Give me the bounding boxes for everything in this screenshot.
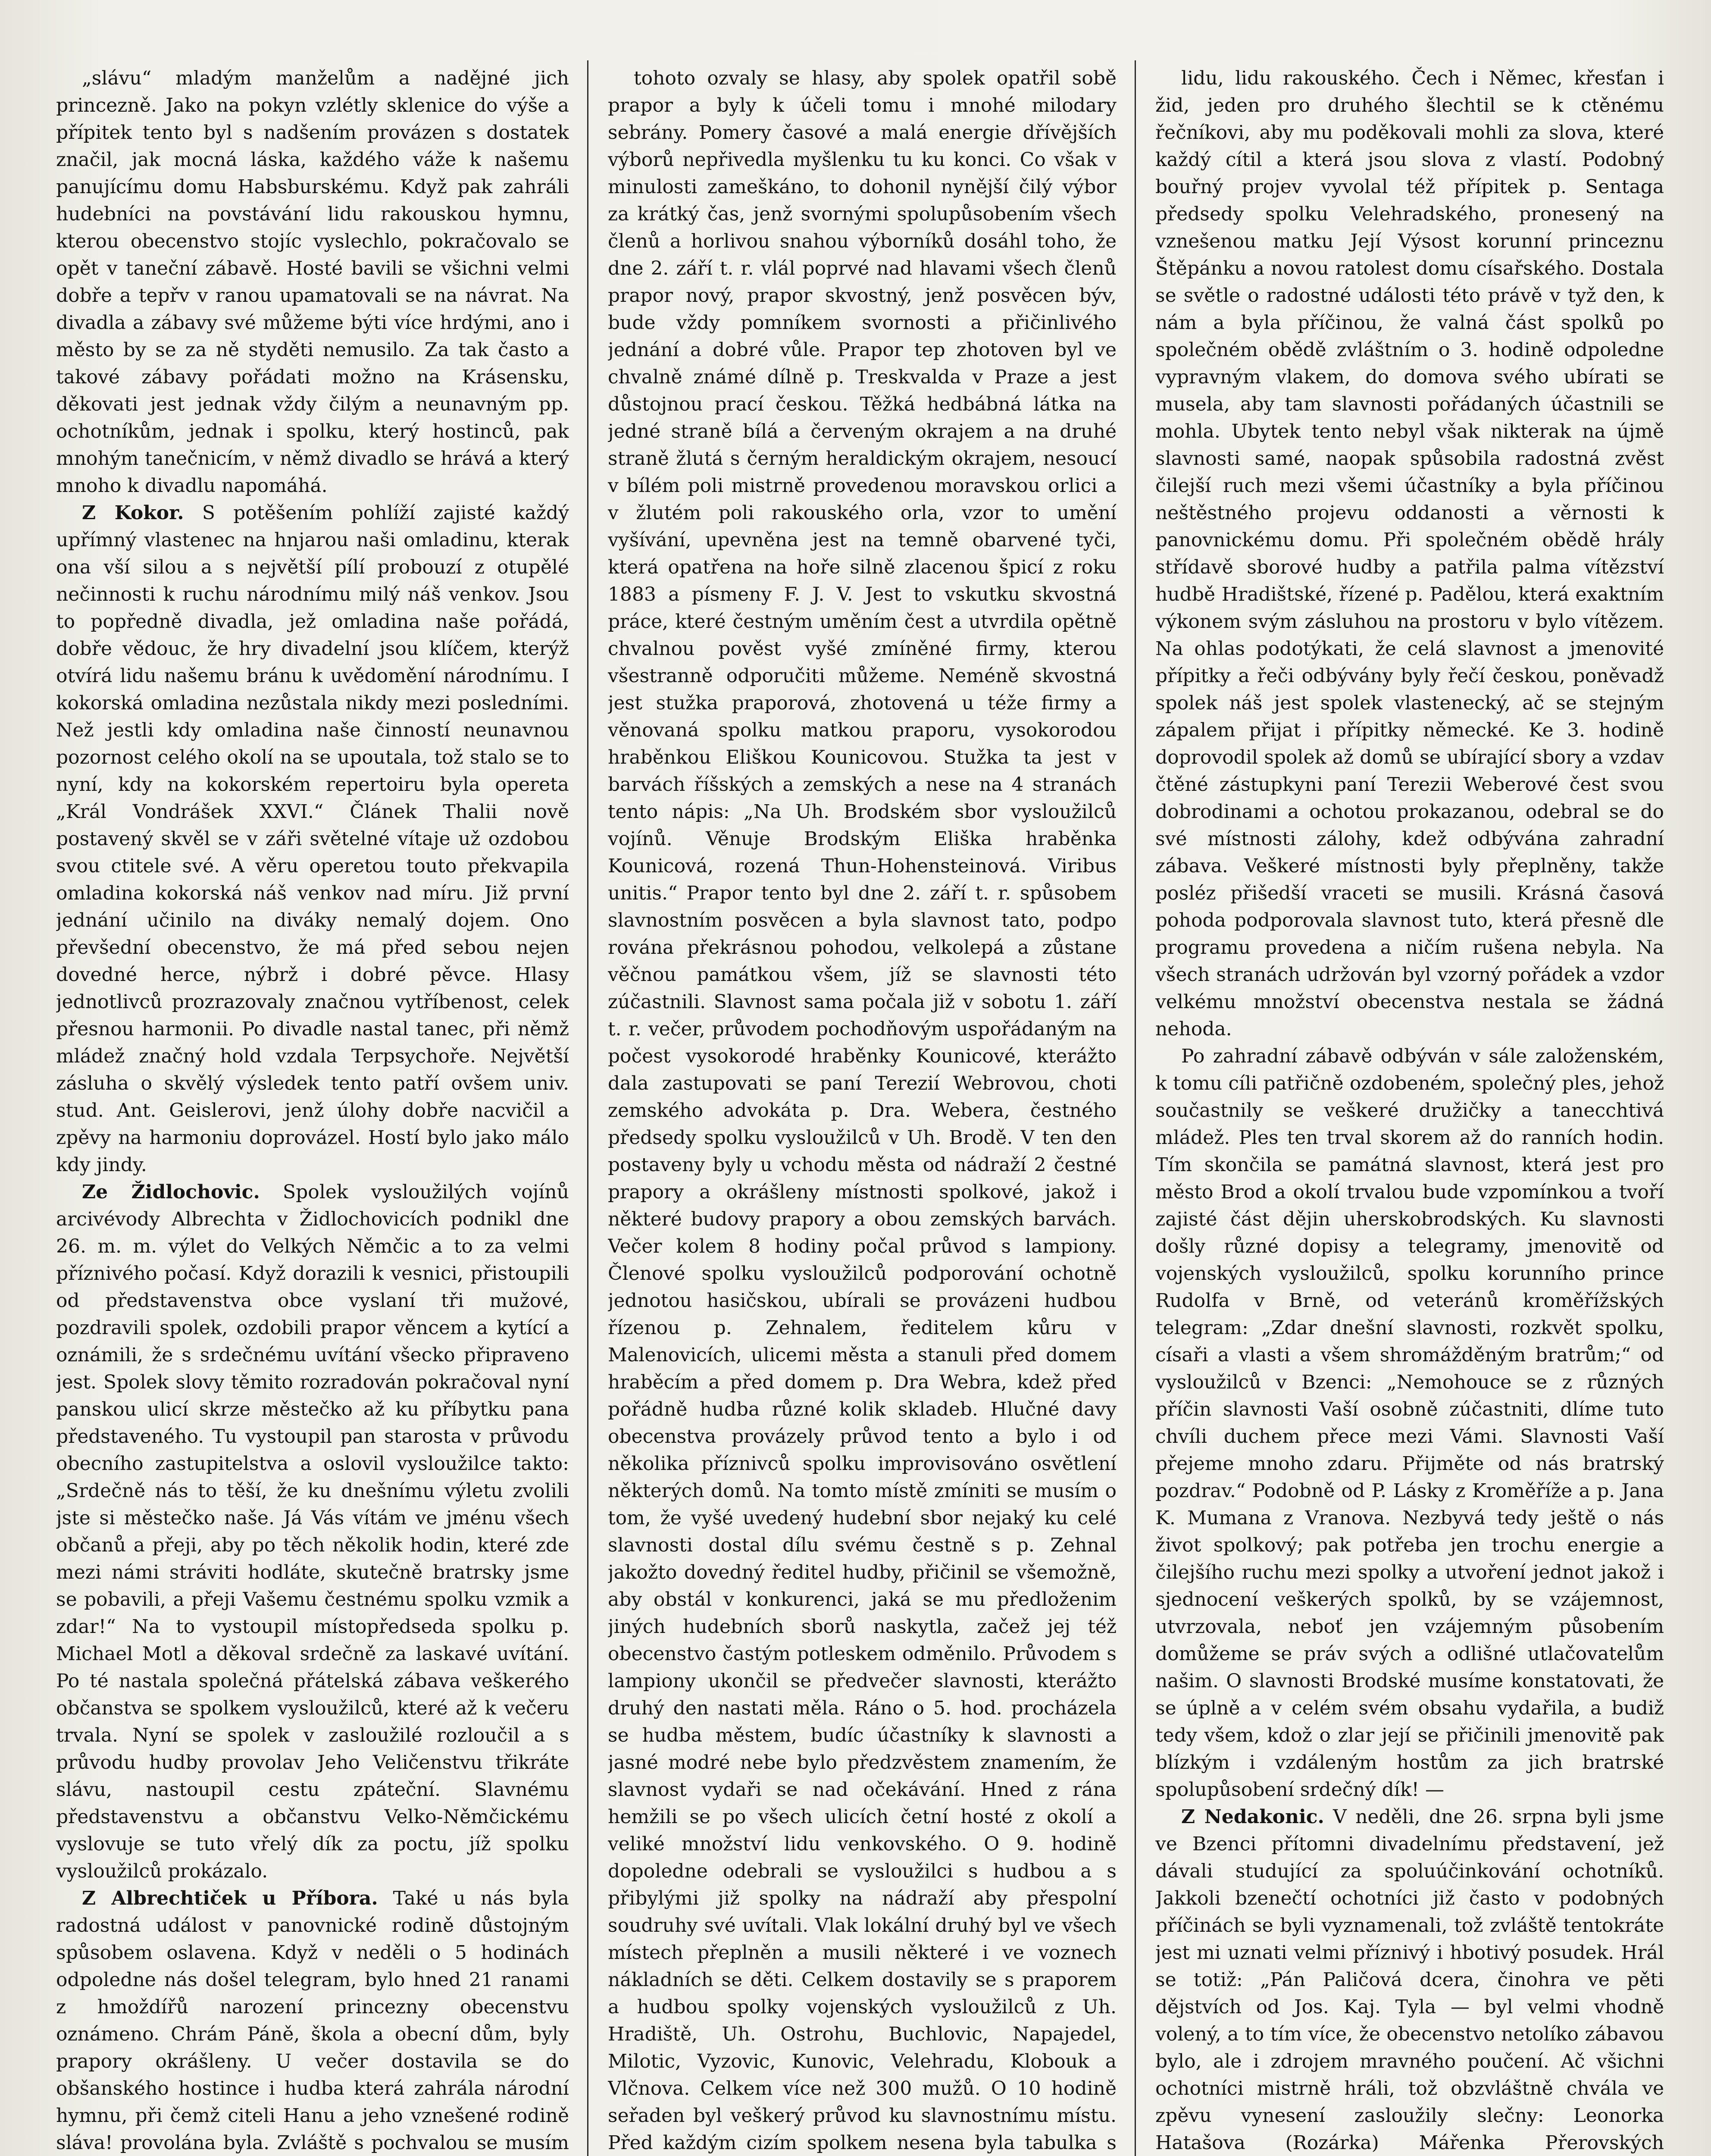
- dateline-heading: Z Kokor.: [82, 502, 184, 524]
- article-text: Také u nás byla radostná událost v panovnické rodině důstojným spůsobem oslavena. Když v neděli o 5 hodinách odpoledne nás došel telegram, bylo hned 21 ranami z hmoždířů narození princezny obecenstvu oznámeno. Chrám Páně, škola a obecní dům, byly prapory okrášleny. U večer dostavila se do obšanského hostince i hudba která zahrála národní hymnu, při čemž citeli Hanu a jeho vznešené rodině sláva! provolána byla. Zvláště s pochvalou se musím: [56, 1887, 569, 2154]
- article-paragraph: [56, 65, 569, 499]
- article-text: V neděli, dne 26. srpna byli jsme ve Bzenci přítomni divadelnímu představení, jež dávali studující za spoluúčinkování ochotníků. Jakkoli bzenečtí ochotníci již často v podobných příčinách se byli vyznamenali, tož zvláště tentokráte jest mi uznati velmi příznivý i hbotivý posudek. Hrál se totiž: „Pán Paličová dcera, činohra ve pěti dějstvích od Jos. Kaj. Tyla — byl velmi vhodně volený, a to tím více, že obecenstvo netolíko zábavou bylo, ale i zdrojem mravného poučení. Ač všichni ochotníci mistrně hráli, tož obzvláštně chvála ve zpěvu vynesení zasloužily slečny: Leonorka Hatašova (Rozárka) Mářenka Přerovských: [1155, 1806, 1664, 2154]
- dateline-heading: Z Nedakonic.: [1181, 1806, 1324, 1828]
- dateline-heading: Ze Židlochovic.: [82, 1181, 260, 1203]
- column-right: [1155, 65, 1664, 2156]
- article-paragraph: [1155, 1803, 1664, 2156]
- article-text: S potěšením pohlíží zajisté každý upřímný vlastenec na hnjarou naši omladinu, kterak ona vší silou a s největší pílí probouzí z otupělé nečinnosti k ruchu národnímu milý náš venkov. Jsou to popředně divadla, jež omladina naše pořádá, dobře vědouc, že hry divadelní jsou klíčem, kterýž otvírá lidu našemu bránu k uvědomění národnímu. I kokorská omladina nezůstala nikdy mezi posledními. Než jestli kdy omladina naše činností neunavnou pozornost celého okolí na se upoutala, tož stalo se to nyní, kdy na kokorském repertoiru byla opereta „Král Vondrášek XXVI.“ Článek Thalii nově postavený skvěl se v záři světelné vítaje už ozdobou svou ctitele své. A věru operetou touto překvapila omladina kokorská náš venkov nad míru. Již první jednání učinilo na diváky nemalý dojem. Ono převšední obecenstvo, že má před sebou nejen dovedné herce, nýbrž i dobré pěvce. Hlasy jednotlivců prozrazovaly značnou vytříbenost, celek přesnou harmonii. Po divadle nastal tanec, při němž mládež značný hold vzdala Terpsychoře. Největší zásluha o skvělý výsledek tento patří ovšem univ. stud. Ant. Geislerovi, jenž úlohy dobře nacvičil a zpěvy na harmoniu doprovázel. Hostí bylo jako málo kdy jindy.: [56, 502, 569, 1176]
- article-text: lidu, lidu rakouského. Čech i Němec, křesťan i žid, jeden pro druhého šlechtil se k ctěnému řečníkovi, aby mu poděkovali mohli za slova, které každý cítil a která jsou slova z vlastí. Podobný bouřný projev vyvolal též přípitek p. Sentaga předsedy spolku Velehradského, pronesený na vznešenou matku Její Výsost korunní princeznu Štěpánku a novou ratolest domu císařského. Dostala se světle o radostné události této právě v tyž den, k nám a byla příčinou, že valná část spolků po společném obědě zvláštním o 3. hodině odpoledne vypravným vlakem, do domova svého ubírati se musela, aby tam slavnosti pořádaných účastnili se mohla. Ubytek tento nebyl však nikterak na újmě slavnosti samé, naopak spůsobila radostná zvěst čilejší ruch mezi všemi účastníky a byla příčinou neštěstného projevu oddanosti a věrnosti k panovnickému domu. Při společném obědě hrály střídavě sborové hudby a patřila palma vítězství hudbě Hradištské, řízené p. Padělou, která exaktním výkonem svým zásluhou na prostoru v bylo vítězem. Na ohlas podotýkati, že celá slavnost a jmenovité přípitky a řeči odbývány byly řečí českou, poněvadž spolek náš jest spolek vlastenecký, ač se stejným zápalem přijat i přípitky německé. Ke 3. hodině doprovodil spolek až domů se ubírající sbory a vzdav čtěné zástupkyni paní Terezii Weberové čest svou dobrodinami a ochotou prokazanou, odebral se do své místnosti zálohy, kdež odbývána zahradní zábava. Veškeré místnosti byly přeplněny, takže posléz přišedší vraceti se musili. Krásná časová pohoda podporovala slavnost tuto, která přesně dle programu provedena a ničím rušena nebyla. Na všech stranách udržován byl vzorný pořádek a vzdor velkému množství obecenstva nestala se žádná nehoda.: [1155, 67, 1664, 1040]
- article-paragraph: [1155, 65, 1664, 1043]
- article-paragraph: [56, 499, 569, 1178]
- article-paragraph: [608, 65, 1117, 2156]
- column-left: [56, 65, 569, 2156]
- article-text: tohoto ozvaly se hlasy, aby spolek opatřil sobě prapor a byly k účeli tomu i mnohé milodary sebrány. Pomery časové a malá energie dřívějších výborů nepřivedla myšlenku tu ku konci. Co však v minulosti zameškáno, to dohonil nynější čilý výbor za krátký čas, jenž svornými spolupůsobením všech členů a horlivou snahou výborníků dosáhl toho, že dne 2. září t. r. vlál poprvé nad hlavami všech členů prapor nový, prapor skvostný, jenž posvěcen býv, bude vždy pomníkem svornosti a přičinlivého jednání a dobré vůle. Prapor tep zhotoven byl ve chvalně známé dílně p. Treskvalda v Praze a jest důstojnou prací českou. Těžká hedbábná látka na jedné straně bílá a červeným okrajem a na druhé straně žlutá s černým heraldickým okrajem, nesoucí v bílém poli mistrně provedenou moravskou orlici a v žlutém poli rakouského orla, vzor to umění vyšívání, upevněna jest na temně obarvené tyči, která opatřena na hoře silně zlacenou špicí z roku 1883 a písmeny F. J. V. Jest to vskutku skvostná práce, které čestným uměním čest a utvrdila opětně chvalnou pověst vyšé zmíněné firmy, kterou všestranně odporučiti můžeme. Neméně skvostná jest stužka praporová, zhotovená u téže firmy a věnovaná spolku matkou praporu, vysokorodou hraběnkou Eliškou Kounicovou. Stužka ta jest v barvách říšských a zemských a nese na 4 stranách tento nápis: „Na Uh. Brodském sbor vysloužilců vojínů. Věnuje Brodským Eliška hraběnka Kounicová, rozená Thun-Hohensteinová. Viribus unitis.“ Prapor tento byl dne 2. září t. r. spůsobem slavnostním posvěcen a byla slavnost tato, podpo rována překrásnou pohodou, velkolepá a zůstane věčnou památkou všem, jíž se slavnosti této zúčastnili. Slavnost sama počala již v sobotu 1. září t. r. večer, průvodem pochodňovým uspořádaným na počest vysokorodé hraběnky Kounicové, kterážto dala zastupovati se paní Terezií Webrovou, choti zemského advokáta p. Dra. Webera, čestného předsedy spolku vysloužilců v Uh. Brodě. V ten den postaveny byly u vchodu města od nádraží 2 čestné prapory a okrášleny místnosti spolkové, jakož i některé budovy prapory a obou zemských barvách. Večer kolem 8 hodiny počal průvod s lampiony. Členové spolku vysloužilců podporování ochotně jednotou hasičskou, ubírali se provázeni hudbou řízenou p. Zehnalem, ředitelem kůru v Malenovicích, ulicemi města a stanuli před domem hraběcím a před domem p. Dra Webra, kdež před pořádně hudba různé kolik skladeb. Hlučné davy obecenstva provázely průvod tento a bylo i od několika příznivců spolku improvisováno osvětlení některých domů. Na tomto místě zmíniti se musím o tom, že vyšé uvedený hudební sbor nejaký ku celé slavnosti dostal dílu svému čestně s p. Zehnal jakožto dovedný ředitel hudby, přičinil se všemožně, aby obstál v konkurenci, jaká se mu předloženim jiných hudebních sborů naskytla, začež jej též obecenstvo častým potleskem odměnilo. Průvodem s lampiony ukončil se předvečer slavnosti, kterážto druhý den nastati měla. Ráno o 5. hod. procházela se hudba městem, budíc účastníky k slavnosti a jasné modré nebe bylo předzvěstem znamením, že slavnost vydaři se nad očekávání. Hned z rána hemžili se po všech ulicích četní hosté z okolí a veliké množství lidu venkovského. O 9. hodině dopoledne odebrali se vysloužilci s hudbou a s přibylými již spolky na nádraží aby přespolní soudruhy své uvítali. Vlak lokální druhý byl ve všech místech přeplněn a musili některé i ve voznech nákladních se děti. Celkem dostavily se s praporem a hudbou spolky vojenských vysloužilců z Uh. Hradiště, Uh. Ostrohu, Buchlovic, Napajedel, Milotic, Vyzovic, Kunovic, Velehradu, Klobouk a Vlčnova. Celkem více než 300 mužů. O 10 hodině seřaden byl veškerý průvod ku slavnostnímu místu. Před každým cizím spolkem nesena byla tabulka s: [608, 67, 1117, 2154]
- article-text: „slávu“ mladým manželům a nadějné jich princezně. Jako na pokyn vzlétly sklenice do výše a přípitek tento byl s nadšením provázen s dostatek značil, jak mocná láska, každého váže k našemu panujícímu domu Habsburskému. Když pak zahráli hudebníci na povstávání lidu rakouskou hymnu, kterou obecenstvo stojíc vyslechlo, pokračovalo se opět v taneční zábavě. Hosté bavili se všichni velmi dobře a tepřv v ranou upamatovali se na návrat. Na divadla a zábavy své můžeme býti více hrdými, ano i město by se za ně styděti nemusilo. Za tak často a takové zábavy pořádati možno na Krásensku, děkovati jest jednak vždy čilým a neunavným pp. ochotníkům, jednak i spolku, který hostinců, pak mnohým tanečnicím, v němž divadlo se hrává a který mnoho k divadlu napomáhá.: [56, 67, 569, 497]
- article-paragraph: [56, 1178, 569, 1885]
- column-middle: [608, 65, 1117, 2156]
- article-text: Spolek vysloužilých vojínů arcivévody Albrechta v Židlochovicích podnikl dne 26. m. m. výlet do Velkých Němčic a to za velmi příznivého počasí. Když dorazili k vesnici, přistoupili od představenstva obce vyslaní tři mužové, pozdravili spolek, ozdobili prapor věncem a kytící a oznámili, že s srdečnému uvítání všecko připraveno jest. Spolek slovy těmito rozradován pokračoval nyní panskou ulicí skrze městečko až ku příbytku pana představeného. Tu vystoupil pan starosta v průvodu obecního zastupitelstva a oslovil vysloužilce takto: „Srdečně nás to těší, že ku dnešnímu výletu zvolili jste si městečko naše. Já Vás vítám ve jménu všech občanů a přeji, aby po těch několik hodin, které zde mezi námi stráviti hodláte, skutečně bratrsky jsme se pobavili, a přeji Vašemu čestnému spolku vzmik a zdar!“ Na to vystoupil místopředseda spolku p. Michael Motl a děkoval srdečně za laskavé uvítání. Po té nastala společná přátelská zábava veškerého občanstva se spolkem vysloužilců, které až k večeru trvala. Nyní se spolek v zasloužilé rozloučil a s průvodu hudby provolav Jeho Veličenstvu třikráte slávu, nastoupil cestu zpáteční. Slavnému představenstvu a občanstvu Velko-Němčickému vyslovuje se tuto vřelý dík za poctu, jíž spolku vysloužilců prokázalo.: [56, 1181, 569, 1882]
- article-text: Po zahradní zábavě odbýván v sále založenském, k tomu cíli patřičně ozdobeném, společný ples, jehož součastnily se veškeré družičky a tanecchtivá mládež. Ples ten trval skorem až do ranních hodin. Tím skončila se památná slavnost, která jest pro město Brod a okolí trvalou bude vzpomínkou a tvoří zajisté část dějin uherskobrodských. Ku slavnosti došly různé dopisy a telegramy, jmenovitě od vojenských vysloužilců, spolku korunního prince Rudolfa v Brně, od veteránů kroměřížských telegram: „Zdar dnešní slavnosti, rozkvět spolku, císaři a vlasti a všem shromážděným bratrům;“ od vysloužilců v Bzenci: „Nemohouce se z různých příčin slavnosti Vaší osobně zúčastniti, dlíme tuto chvíli duchem přece mezi Vámi. Slavnosti Vaší přejeme mnoho zdaru. Přijměte od nás bratrský pozdrav.“ Podobně od P. Lásky z Kroměříže a p. Jana K. Mumana z Vranova. Nezbyvá tedy ještě o nás život spolkový; pak potřeba jen trochu energie a čilejšího ruchu mezi spolky a utvoření jednot jakož i sjednocení veškerých spolků, by se vzájemnost, utvrzovala, neboť jen vzájemným působením domůžeme se práv svých a odlišné utlačovatelům našim. O slavnosti Brodské musíme konstatovati, že se úplně a v celém svém obsahu vydařila, a budiž tedy všem, kdož o zlar její se přičinili jmenovitě pak blízkým i vzdáleným hostům za jich bratrské spolupůsobení srdečný dík! —: [1155, 1045, 1664, 1801]
- dateline-heading: Z Albrechtiček u Příbora.: [82, 1887, 378, 1909]
- article-paragraph: [56, 1885, 569, 2156]
- column-rule: [587, 60, 588, 2156]
- article-paragraph: [1155, 1043, 1664, 1803]
- column-rule: [1135, 60, 1136, 2156]
